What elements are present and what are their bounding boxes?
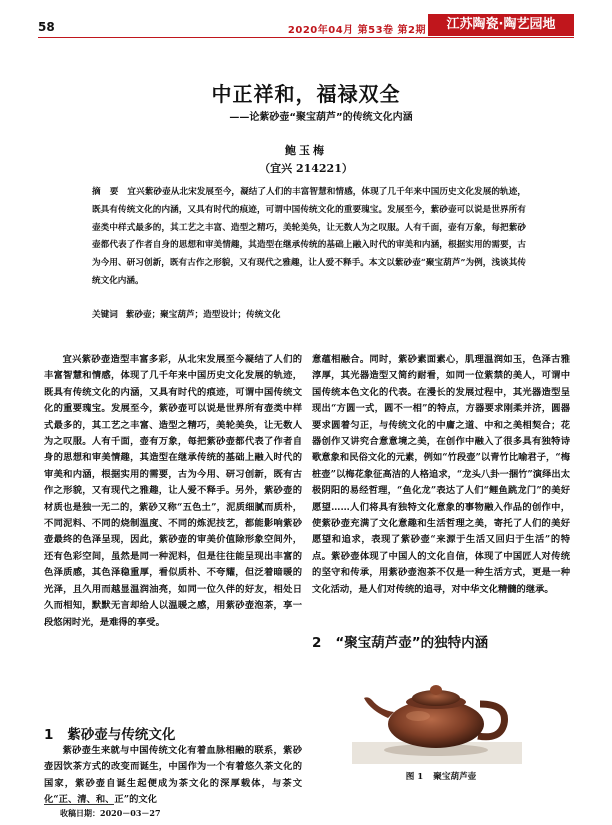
abstract-text: 宜兴紫砂壶从北宋发展至今，凝结了人们的丰富智慧和情感，体现了几千年来中国历史文化发展的轨迹，既具有传统文化的内涵，又具有时代的痕迹，可谓中国传统文化的重要瑰宝。发展至今，紫砂壶可以说是世界所有壶类中样式最多的，其工艺之丰富、造型之精巧，美轮美奂，让无数人为之叹服。人有千面，壶有万象，每把紫砂壶都代表了作者自身的思想和审美情趣，其造型在继承传统的基础上融入时代的审美和内涵，根据实用的需要，古为今用、研习创新，既有古作之形貌，又有现代之雅趣，让人爱不释手。本文以紫砂壶“聚宝葫芦”为例，浅谈其传统文化内涵。 — [92, 187, 526, 286]
abstract-label: 摘 要 — [92, 187, 122, 197]
section-1-heading — [44, 723, 175, 743]
section-2-number: 2 — [312, 635, 322, 651]
issue-info: 2020年04月 第53卷 第2期 — [287, 25, 426, 36]
section-1-paragraph: 紫砂壶生来就与中国传统文化有着血脉相融的联系，紫砂壶因饮茶方式的改变而诞生，中国作为一个有着悠久茶文化的国家，紫砂壶自诞生起便成为茶文化的深厚载体，与茶文化“正、清、和、正”的文化 — [44, 745, 302, 806]
section-2-title: “聚宝葫芦壶”的独特内涵 — [335, 635, 489, 651]
intro-paragraph: 宜兴紫砂壶造型丰富多彩，从北宋发展至今凝结了人们的丰富智慧和情感，体现了几千年来中国历史文化发展的轨迹，既具有传统文化的内涵，又具有时代的痕迹，可谓中国传统文化的重要瑰宝。发展至今，紫砂壶可以说是世界所有壶类中样式最多的，其工艺之丰富、造型之精巧，美轮美奂，让无数人为之叹服。人有千面，壶有万象，每把紫砂壶都代表了作者自身的思想和审美情趣，其造型在继承传统的基础上融入时代的审美和内涵，根据实用的需要，古为今用、研习创新，既有古作之形貌，又有现代之雅趣，让人爱不释手。另外，紫砂壶的材质也是独一无二的，紫砂又称“五色土”，泥质细腻而质朴，不同泥料、不同的烧制温度、不同的炼泥技艺，都能影响紫砂壶最终的色泽呈现，因此，紫砂壶的审美价值除形象空间外，还有色彩空间，虽然是同一种泥料，但是往往能呈现出丰富的色泽质感，其色泽稳重厚，看似质朴、不夸耀，但泛着暗暖的光泽，且久用而越显温润油亮，如同一位久伴的好友，相处日久而相知，默默无言却给人以温暖之感，用紫砂壶泡茶，享一段悠闲时光，是难得的享受。 — [44, 354, 302, 628]
page-number: 58 — [38, 20, 55, 34]
keywords — [92, 308, 526, 322]
figure-caption — [312, 770, 570, 782]
keywords-text: 紫砂壶；聚宝葫芦；造型设计；传统文化 — [125, 310, 281, 320]
header-rule — [38, 37, 574, 38]
figure-number: 图 1 — [405, 772, 424, 782]
section-1-title: 紫砂壶与传统文化 — [67, 727, 176, 743]
article-subtitle: ——论紫砂壶“聚宝葫芦”的传统文化内涵 — [229, 112, 413, 123]
author-affiliation: （宜兴 214221） — [259, 162, 353, 175]
page-header — [0, 0, 612, 42]
right-column — [312, 352, 570, 598]
journal-name-banner: 江苏陶瓷·陶艺园地 — [428, 14, 574, 36]
article-title: 中正祥和，福禄双全 — [211, 82, 401, 106]
keywords-label: 关键词 — [92, 310, 118, 320]
section-1-body — [44, 743, 302, 809]
section-1-number: 1 — [44, 727, 54, 743]
figure-caption-text: 聚宝葫芦壶 — [433, 772, 477, 782]
footnote-rule — [44, 804, 114, 805]
left-column — [44, 352, 302, 631]
received-date: 收稿日期：2020－03－27 — [60, 808, 161, 818]
author-name: 鲍玉梅 — [285, 144, 327, 157]
teapot-illustration — [352, 654, 522, 764]
teapot-photo — [352, 654, 522, 764]
abstract — [92, 184, 526, 291]
section-2-heading — [312, 631, 488, 651]
right-paragraph: 意蕴相融合。同时，紫砂素面素心，肌理温润如玉，色泽古雅淳厚，其光器造型又简约耐看，如同一位紫禁的美人，可谓中国传统本色文化的代表。在漫长的发展过程中，其光器造型呈现出“方圆一式，圆不一相”的特点，方器要求刚柔并济，圆器要求圆着匀正，与传统文化的中庸之道、中和之美相契合；花器创作又讲究合意意境之美，在创作中融入了很多具有独特诗歌意象和民俗文化的元素，例如“竹段壶”以青竹比喻君子，“梅桩壶”以梅花象征高洁的人格追求，“龙头八卦一捆竹”演绎出太极阴阳的易经哲理，“鱼化龙”表达了人们“鲤鱼跳龙门”的美好愿望……人们将具有独特文化意象的事物融入作品的创作中，使紫砂壶充满了文化意趣和生活哲理之美，寄托了人们的美好愿望和追求，表现了紫砂壶“来源于生活又回归于生活”的特点。紫砂壶体现了中国人的文化自信，体现了中国匠人对传统的坚守和传承，用紫砂壶泡茶不仅是一种生活方式，更是一种文化活动，是人们对传统的追寻，对中华文化精髓的继承。 — [312, 354, 570, 595]
